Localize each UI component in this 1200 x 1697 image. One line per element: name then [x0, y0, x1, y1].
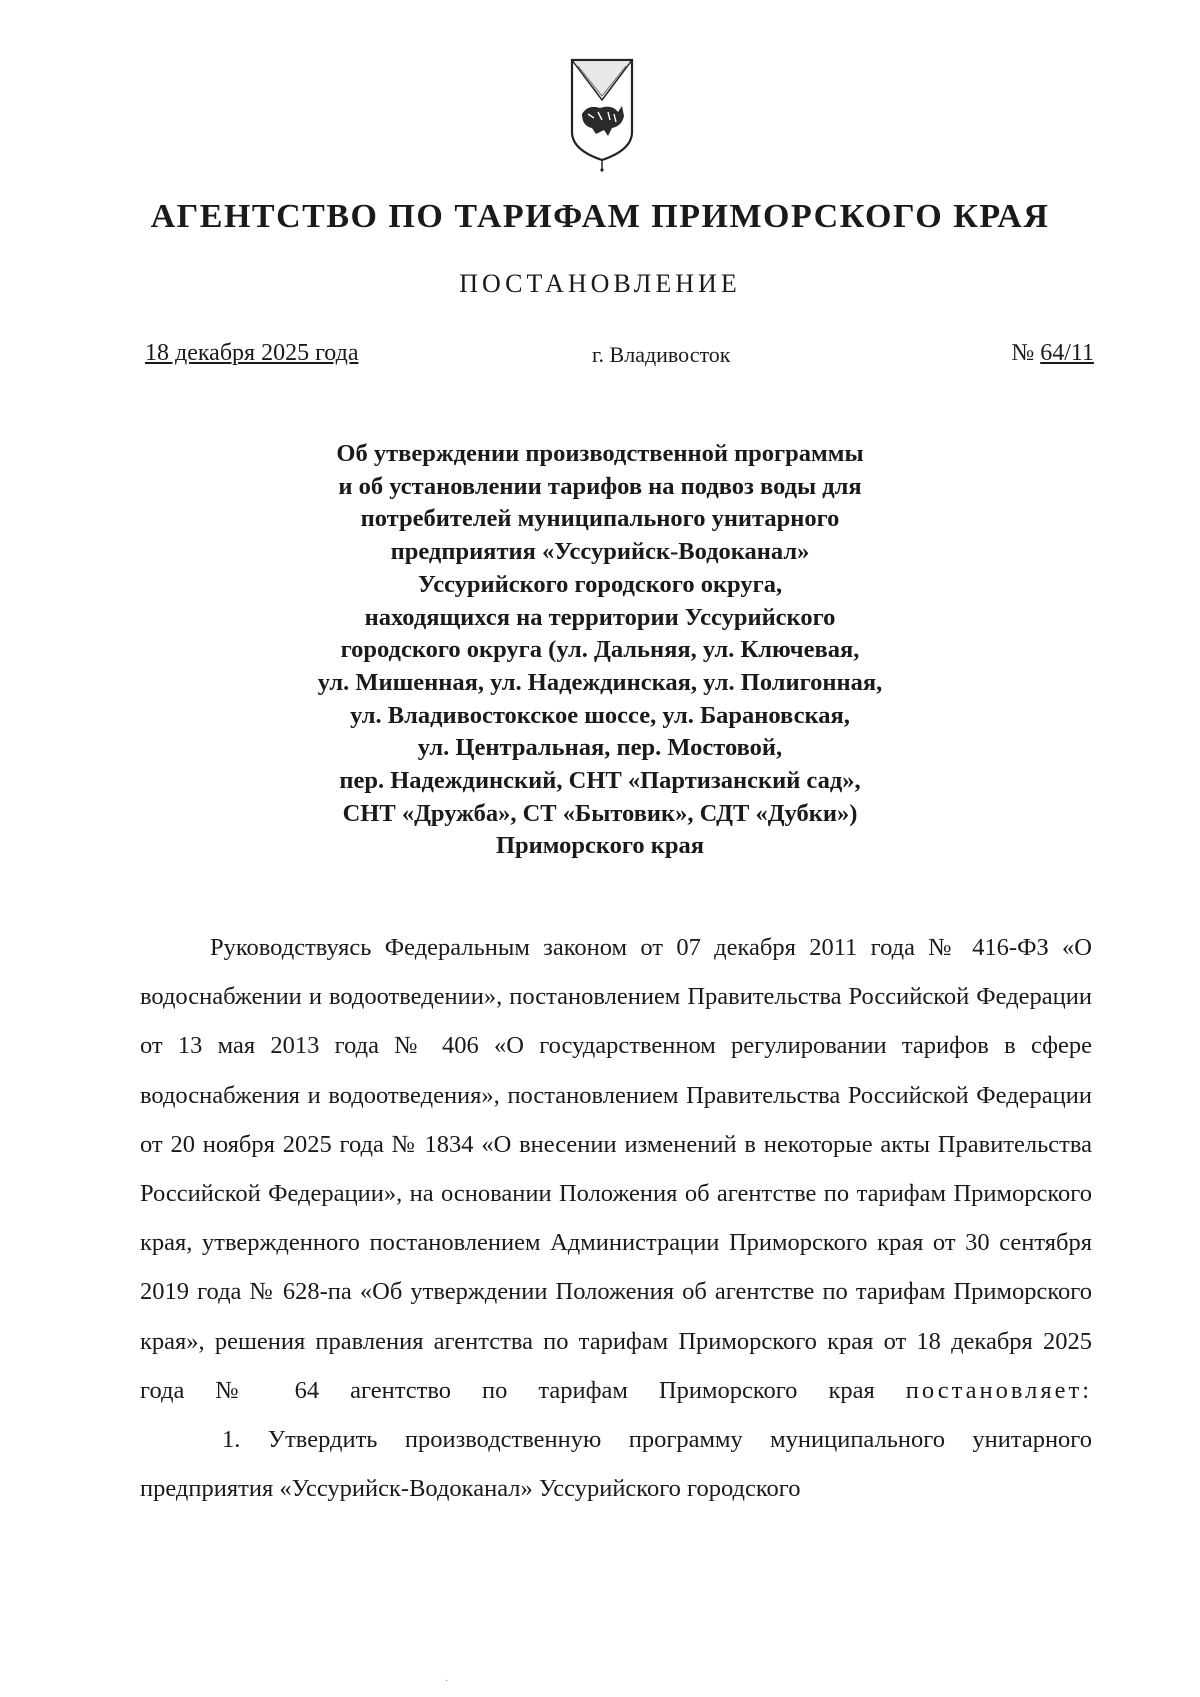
document-city: г. Владивосток: [592, 342, 731, 367]
title-line: пер. Надеждинский, СНТ «Партизанский сад»,: [339, 767, 861, 795]
title-line: ул. Владивостокское шоссе, ул. Барановская,: [350, 701, 850, 729]
title-line: Приморского края: [495, 832, 705, 860]
title-line: предприятия «Уссурийск-Водоканал»: [390, 538, 810, 566]
number-prefix: №: [1011, 340, 1041, 366]
title-line: ул. Мишенная, ул. Надеждинская, ул. Полигонная,: [317, 668, 883, 696]
number-value: 64/11: [1040, 340, 1094, 366]
title-line: потребителей муниципального унитарного: [360, 505, 840, 533]
title-line: городского округа (ул. Дальняя, ул. Ключевая,: [340, 636, 860, 664]
document-body: [140, 923, 1092, 1513]
title-line: Уссурийского городского округа,: [417, 570, 783, 598]
document-type: ПОСТАНОВЛЕНИЕ: [459, 269, 741, 298]
document-date: 18 декабря 2025 года: [145, 340, 359, 366]
resolves-word: постановляет:: [905, 1376, 1092, 1404]
agency-name: АГЕНТСТВО ПО ТАРИФАМ ПРИМОРСКОГО КРАЯ: [150, 198, 1050, 235]
title-line: ул. Центральная, пер. Мостовой,: [417, 734, 783, 762]
preamble-paragraph: [140, 923, 1092, 1415]
scan-speck: ·: [445, 1676, 449, 1687]
preamble-text: Руководствуясь Федеральным законом от 07 декабря 2011 года № 416-ФЗ «О водоснабжении и водоотведении», постановлением Правительства Российской Федерации от 13 мая 2013 года № 406 «О государственном регулировании тарифов в сфере водоснабжения и водоотведения», постановлением Правительства Российской Федерации от 20 ноября 2025 года № 1834 «О внесении изменений в некоторые акты Правительства Российской Федерации», на основании Положения об агентстве по тарифам Приморского края, утвержденного постановлением Администрации Приморского края от 30 сентября 2019 года № 628-па «Об утверждении Положения об агентстве по тарифам Приморского края», решения правления агентства по тарифам Приморского края от 18 декабря 2025 года № 64 агентство по тарифам Приморского края: [140, 934, 1092, 1404]
title-line: Об утверждении производственной программы: [336, 440, 864, 467]
title-line: находящихся на территории Уссурийского: [364, 603, 836, 631]
document-number: [1011, 340, 1094, 367]
title-line: и об установлении тарифов на подвоз воды для: [338, 472, 862, 500]
coat-of-arms-icon: [568, 54, 636, 172]
document-title: [250, 438, 950, 863]
title-line: СНТ «Дружба», СТ «Бытовик», СДТ «Дубки»): [342, 799, 858, 827]
item-1-paragraph: 1. Утвердить производственную программу муниципального унитарного предприятия «Уссурийск-Водоканал» Уссурийского городского: [140, 1426, 1092, 1503]
